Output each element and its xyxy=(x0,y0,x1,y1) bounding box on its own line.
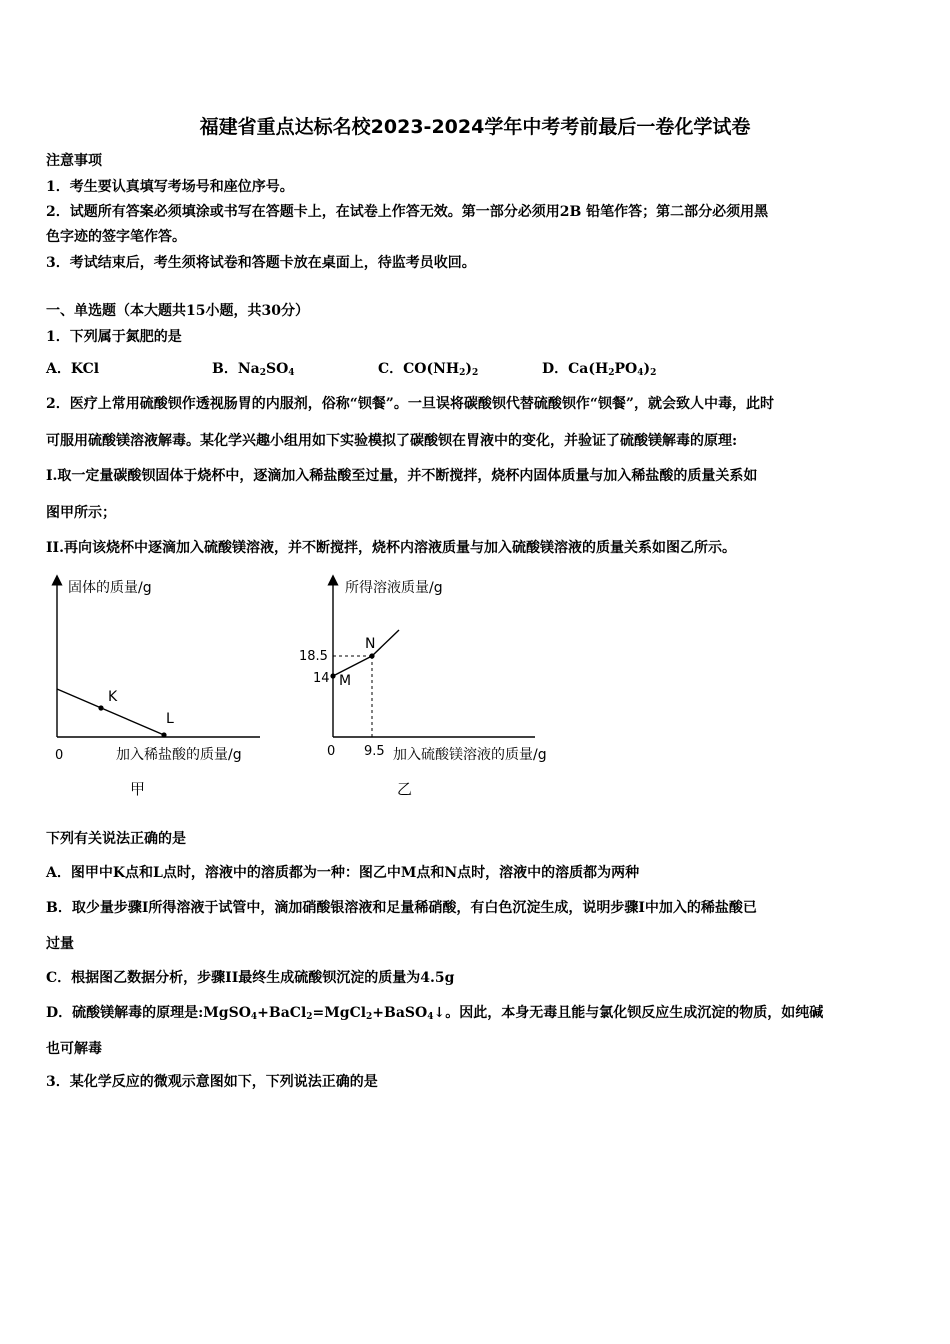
jia-y-label: 固体的质量/g xyxy=(68,580,152,596)
jia-caption: 甲 xyxy=(130,780,146,798)
figure-yi xyxy=(295,570,595,805)
yi-m-label: M xyxy=(339,673,352,689)
q2-prompt: 下列有关说法正确的是 xyxy=(46,831,186,847)
yi-point-m xyxy=(330,673,335,678)
yi-origin: 0 xyxy=(327,744,336,759)
notice-item-3: 3．考试结束后，考生须将试卷和答题卡放在桌面上，待监考员收回。 xyxy=(46,255,476,271)
yi-segment-after-n xyxy=(372,630,399,656)
q2-option-b: B．取少量步骤I所得溶液于试管中，滴加硝酸银溶液和足量稀硝酸，有白色沉淀生成，说明步骤I中加入的稀盐酸已 xyxy=(46,900,757,916)
notice-item-1: 1．考生要认真填写考场号和座位序号。 xyxy=(46,179,294,195)
q2-line-3: I.取一定量碳酸钡固体于烧杯中，逐滴加入稀盐酸至过量，并不断搅拌，烧杯内固体质量与加入稀盐酸的质量关系如 xyxy=(46,468,758,484)
notice-heading: 注意事项 xyxy=(46,153,102,169)
yi-y-tick-14: 14 xyxy=(313,671,330,686)
jia-l-label: L xyxy=(166,711,174,727)
q2-line-1: 2．医疗上常用硫酸钡作透视肠胃的内服剂，俗称“钡餐”。一旦误将碳酸钡代替硫酸钡作“钡餐”，就会致人中毒，此时 xyxy=(46,396,774,412)
jia-origin: 0 xyxy=(55,748,64,763)
yi-x-label: 加入硫酸镁溶液的质量/g xyxy=(393,747,547,763)
q1-option-c: C．$CO(NH_2)_2$ xyxy=(378,361,479,378)
q2-line-4: 图甲所示； xyxy=(46,505,116,521)
jia-point-k xyxy=(98,705,103,710)
page-title: 福建省重点达标名校2023-2024学年中考考前最后一卷化学试卷 xyxy=(199,116,751,138)
q1-option-b: B．$Na_2SO_4$ xyxy=(212,361,295,378)
q3-stem: 3．某化学反应的微观示意图如下，下列说法正确的是 xyxy=(46,1074,378,1090)
jia-point-l xyxy=(161,732,166,737)
yi-y-label: 所得溶液质量/g xyxy=(345,580,443,596)
q1-stem: 1．下列属于氮肥的是 xyxy=(46,329,182,345)
notice-item-2-cont: 色字迹的签字笔作答。 xyxy=(46,229,186,245)
q2-line-5: II.再向该烧杯中逐滴加入硫酸镁溶液，并不断搅拌，烧杯内溶液质量与加入硫酸镁溶液的质量关系如图乙所示。 xyxy=(46,540,736,556)
yi-y-tick-18-5: 18.5 xyxy=(299,649,328,664)
section-heading: 一、单选题（本大题共15小题，共30分） xyxy=(46,303,309,319)
yi-x-tick-9-5: 9.5 xyxy=(364,744,385,759)
yi-n-label: N xyxy=(365,636,376,652)
q1-option-a: A．KCl xyxy=(46,361,100,377)
figure-jia xyxy=(40,570,280,805)
yi-caption: 乙 xyxy=(397,780,413,798)
q2-line-2: 可服用硫酸镁溶液解毒。某化学兴趣小组用如下实验模拟了碳酸钡在胃液中的变化，并验证了硫酸镁解毒的原理: xyxy=(46,433,738,449)
q2-option-d-cont: 也可解毒 xyxy=(46,1041,102,1057)
notice-item-2: 2．试题所有答案必须填涂或书写在答题卡上，在试卷上作答无效。第一部分必须用2B 铅笔作答；第二部分必须用黑 xyxy=(46,204,769,220)
jia-x-label: 加入稀盐酸的质量/g xyxy=(116,747,242,763)
q1-option-d: D．$Ca(H_2PO_4)_2$ xyxy=(542,361,657,378)
jia-k-label: K xyxy=(108,689,118,705)
q2-option-c: C．根据图乙数据分析，步骤II最终生成硫酸钡沉淀的质量为4.5g xyxy=(46,970,455,986)
q2-option-d: D．硫酸镁解毒的原理是:MgSO$_4$+BaCl$_2$=MgCl$_2$+BaSO$_4$↓。因此，本身无毒且能与氯化钡反应生成沉淀的物质，如纯碱 xyxy=(46,1005,824,1022)
q2-option-a: A．图甲中K点和L点时，溶液中的溶质都为一种：图乙中M点和N点时，溶液中的溶质都为两种 xyxy=(46,865,640,881)
q2-option-b-cont: 过量 xyxy=(46,936,74,952)
yi-point-n xyxy=(369,653,374,658)
